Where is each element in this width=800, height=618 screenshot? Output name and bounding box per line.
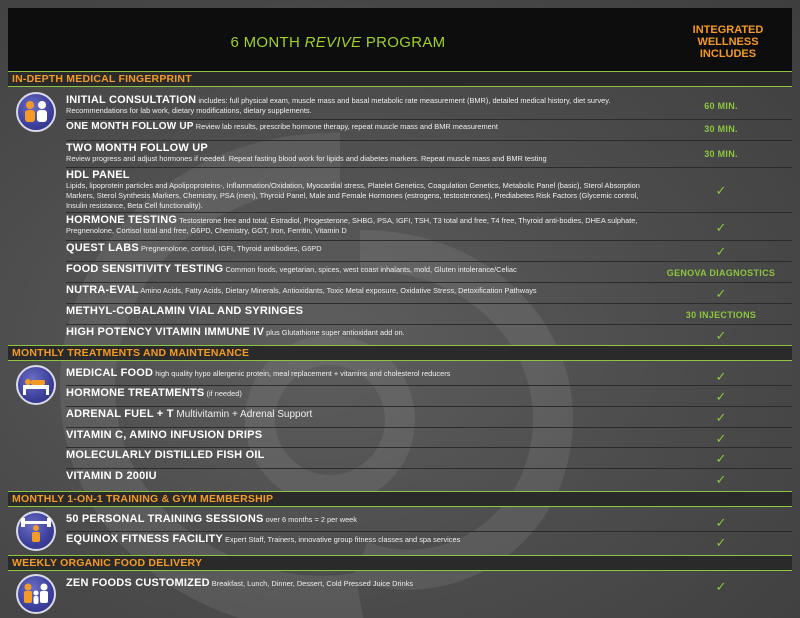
row-vitamin-c-amino: VITAMIN C, AMINO INFUSION DRIPS ✓ [66, 428, 792, 448]
treatment-bed-icon [16, 365, 56, 405]
section-medical-fingerprint: IN-DEPTH MEDICAL FINGERPRINT [8, 71, 792, 87]
check-icon: ✓ [715, 451, 727, 466]
check-icon: ✓ [715, 579, 727, 594]
row-methyl-cobalamin: METHYL-COBALAMIN VIAL AND SYRINGES 30 INJECTIONS [66, 304, 792, 325]
value-30-min: 30 MIN. [704, 124, 738, 134]
weightlifting-icon [16, 511, 56, 551]
row-equinox-fitness: EQUINOX FITNESS FACILITY Expert Staff, Trainers, innovative group fitness classes and spa services ✓ [66, 532, 792, 554]
row-high-potency-vitamin-iv: HIGH POTENCY VITAMIN IMMUNE IV plus Glutathione super antioxidant add on. ✓ [66, 325, 792, 345]
doctor-consult-icon [16, 92, 56, 132]
program-header [8, 8, 792, 71]
value-genova-diagnostics: GENOVA DIAGNOSTICS [666, 268, 776, 278]
row-vitamin-d: VITAMIN D 200IU ✓ [66, 469, 792, 490]
check-icon: ✓ [715, 286, 727, 301]
check-icon: ✓ [715, 369, 727, 384]
check-icon: ✓ [715, 410, 727, 425]
row-zen-foods: ZEN FOODS CUSTOMIZED Breakfast, Lunch, Dinner, Dessert, Cold Pressed Juice Drinks ✓ [66, 576, 792, 596]
value-30-injections: 30 INJECTIONS [685, 310, 757, 320]
check-icon: ✓ [715, 220, 727, 235]
check-icon: ✓ [715, 472, 727, 487]
row-nutra-eval: NUTRA-EVAL Amino Acids, Fatty Acids, Dietary Minerals, Antioxidants, Toxic Metal exposure, Oxidative Stress, Detoxification Pathways ✓ [66, 283, 792, 304]
check-icon: ✓ [715, 244, 727, 259]
row-personal-training: 50 PERSONAL TRAINING SESSIONS over 6 months = 2 per week ✓ [66, 512, 792, 532]
program-title: 6 MONTH REVIVE PROGRAM [230, 34, 446, 51]
section-monthly-treatments: MONTHLY TREATMENTS AND MAINTENANCE [8, 345, 792, 361]
family-food-icon [16, 574, 56, 614]
row-food-sensitivity-testing: FOOD SENSITIVITY TESTING Common foods, vegetarian, spices, west coast inhalants, mold, Gluten intolerance/Celiac GENOVA DIAGNOSTICS [66, 262, 792, 283]
check-icon: ✓ [715, 183, 727, 198]
row-medical-food: MEDICAL FOOD high quality hypo allergenic protein, meal replacement + vitamins and cholesterol reducers ✓ [66, 366, 792, 386]
value-30-min: 30 MIN. [704, 149, 738, 159]
value-60-min: 60 MIN. [704, 101, 738, 111]
check-icon: ✓ [715, 431, 727, 446]
row-initial-consultation: INITIAL CONSULTATION includes: full physical exam, muscle mass and basal metabolic rate measurement (BMR), detailed medical history, diet survey. Recommendations for lab work, dietary modifications, dietary supplements. 60 MIN. [66, 93, 792, 120]
section-training-gym: MONTHLY 1-ON-1 TRAINING & GYM MEMBERSHIP [8, 491, 792, 507]
check-icon: ✓ [715, 515, 727, 530]
row-hdl-panel: HDL PANEL Lipids, lipoprotein particles and Apolipoproteins-, Inflammation/Oxidation, Myocardial stress, Platelet Genetics, Coagulation Genetics, Metabolic Panel (basic), Sterol Absorption Markers, Sterol Synthesis Markers, Chemistry, PSA (men), Thyroid Panel, Male and Female Hormones (estrogens, testosterones), Prediabetes Risk Factors (Glycemic control, Insulin resistance, Beta Cell functionality). ✓ [66, 168, 792, 213]
row-hormone-testing: HORMONE TESTING Testosterone free and total, Estradiol, Progesterone, SHBG, PSA, IGFI, TSH, T3 total and free, T4 free, Thyroid anti-bodies, DHEA sulphate, Pregnenolone, Cortisol total and free, G6PD, Chemistry, GGT, Iron, Ferritin, Vitamin D ✓ [66, 213, 792, 241]
row-one-month-follow-up: ONE MONTH FOLLOW UP Review lab results, prescribe hormone therapy, repeat muscle mass and BMR measurement 30 MIN. [66, 120, 792, 141]
check-icon: ✓ [715, 535, 727, 550]
section-food-delivery: WEEKLY ORGANIC FOOD DELIVERY [8, 555, 792, 571]
row-two-month-follow-up: TWO MONTH FOLLOW UP Review progress and adjust hormones if needed. Repeat fasting blood work for lipids and diabetes markers. Repeat muscle mass and BMR testing 30 MIN. [66, 141, 792, 168]
check-icon: ✓ [715, 328, 727, 343]
row-hormone-treatments: HORMONE TREATMENTS (if needed) ✓ [66, 386, 792, 407]
includes-column-header: INTEGRATED WELLNESS INCLUDES [692, 24, 764, 60]
row-quest-labs: QUEST LABS Pregnenolone, cortisol, IGFI, Thyroid antibodies, G6PD ✓ [66, 241, 792, 262]
row-fish-oil: MOLECULARLY DISTILLED FISH OIL ✓ [66, 448, 792, 469]
check-icon: ✓ [715, 389, 727, 404]
row-adrenal-fuel: ADRENAL FUEL + T Multivitamin + Adrenal Support ✓ [66, 407, 792, 428]
